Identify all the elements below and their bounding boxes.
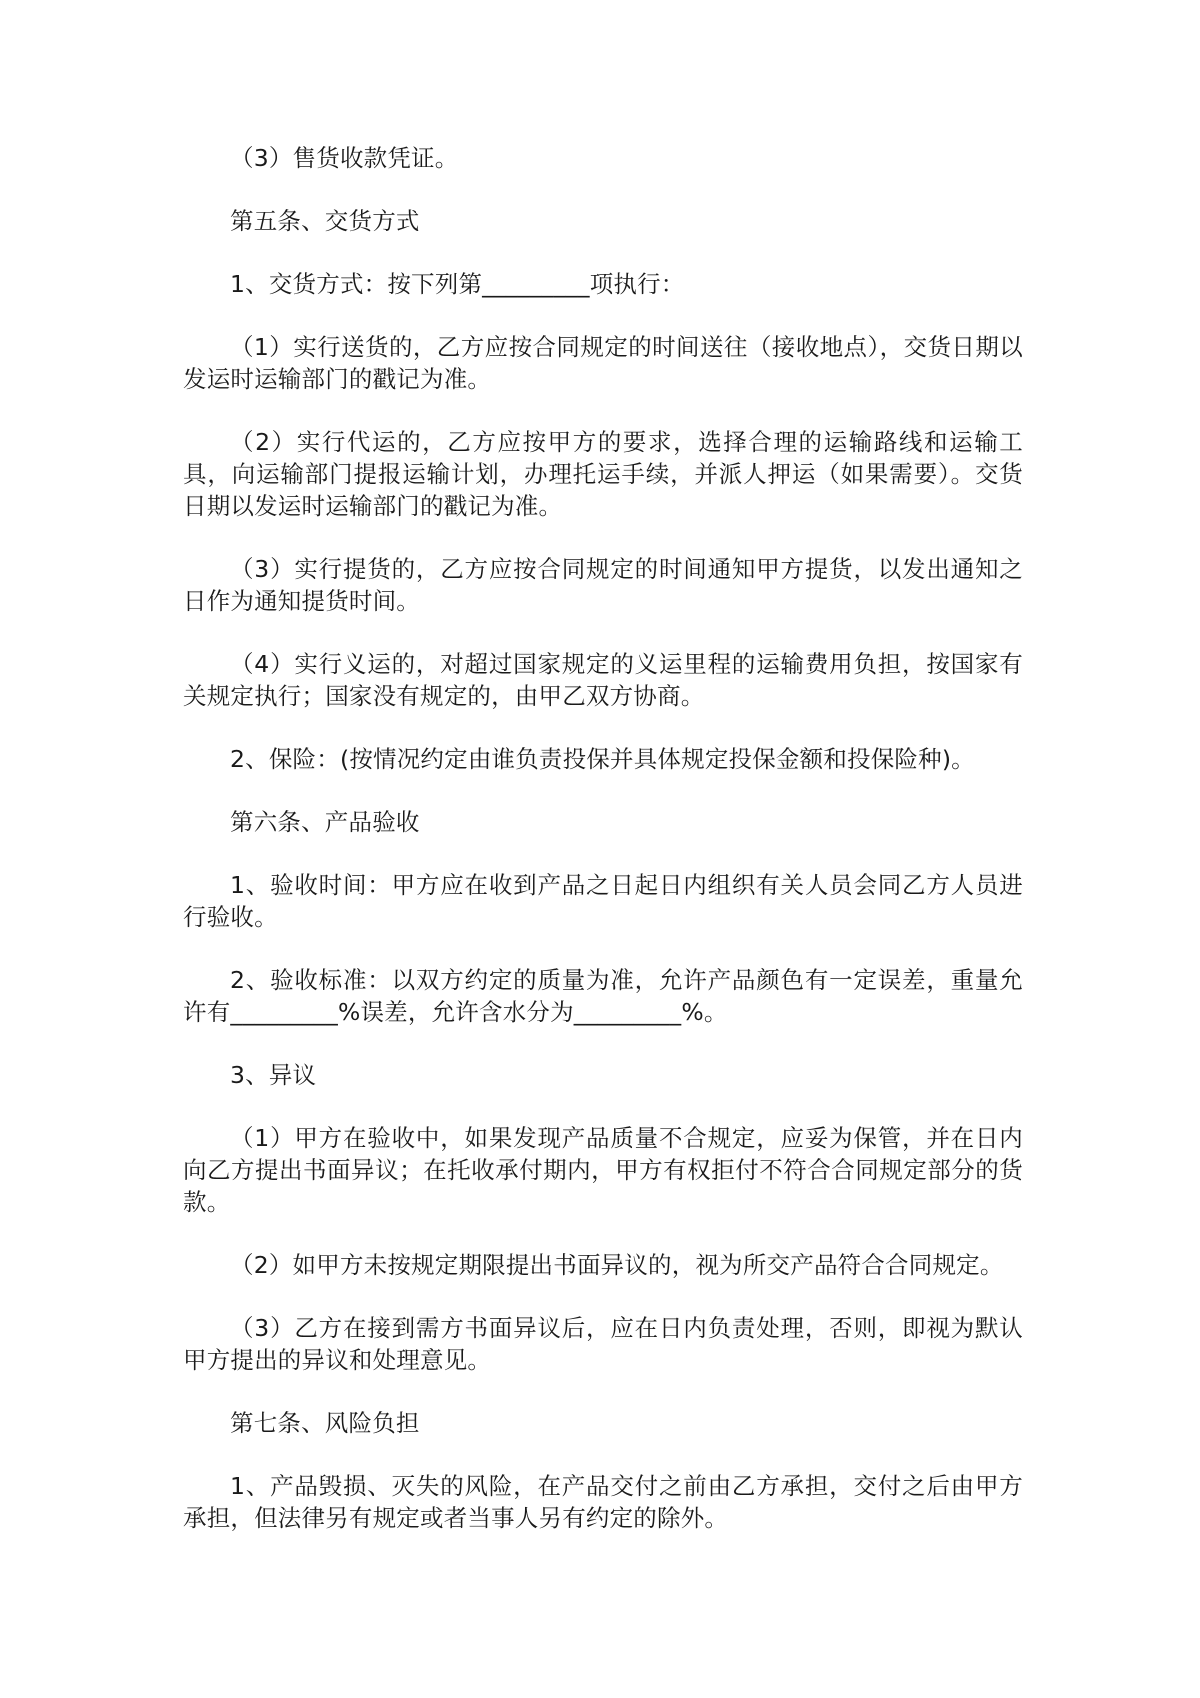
paragraph-receipt-voucher: （3）售货收款凭证。 [230,144,459,172]
paragraph-inspection-time: 1、验收时间：甲方应在收到产品之日起日内组织有关人员会同乙方人员进行验收。 [183,871,1023,931]
document-body [183,142,1023,1565]
paragraph-objection-3: （3）乙方在接到需方书面异议后，应在日内负责处理，否则，即视为默认甲方提出的异议和处理意见。 [183,1314,1023,1374]
heading-article-5: 第五条、交货方式 [230,207,420,235]
paragraph-delivery-option-3: （3）实行提货的，乙方应按合同规定的时间通知甲方提货，以发出通知之日作为通知提货时间。 [183,555,1023,615]
heading-article-7: 第七条、风险负担 [230,1409,420,1437]
paragraph-risk-burden: 1、产品毁损、灭失的风险，在产品交付之前由乙方承担，交付之后由甲方承担，但法律另有规定或者当事人另有约定的除外。 [183,1472,1023,1532]
paragraph-delivery-option-1: （1）实行送货的，乙方应按合同规定的时间送往（接收地点），交货日期以发运时运输部门的戳记为准。 [183,333,1023,393]
paragraph-delivery-option-2: （2）实行代运的，乙方应按甲方的要求，选择合理的运输路线和运输工具，向运输部门提报运输计划，办理托运手续，并派人押运（如果需要）。交货日期以发运时运输部门的戳记为准。 [183,428,1023,520]
paragraph-delivery-method: 1、交货方式：按下列第_________项执行： [230,270,685,298]
paragraph-insurance: 2、保险：(按情况约定由谁负责投保并具体规定投保金额和投保险种)。 [230,745,975,773]
paragraph-inspection-standard: 2、验收标准：以双方约定的质量为准，允许产品颜色有一定误差，重量允许有_________%误差，允许含水分为_________%。 [183,966,1023,1026]
paragraph-objection-1: （1）甲方在验收中，如果发现产品质量不合规定，应妥为保管，并在日内向乙方提出书面异议；在托收承付期内，甲方有权拒付不符合合同规定部分的货款。 [183,1124,1023,1216]
paragraph-objection-2: （2）如甲方未按规定期限提出书面异议的，视为所交产品符合合同规定。 [230,1251,1004,1279]
paragraph-delivery-option-4: （4）实行义运的，对超过国家规定的义运里程的运输费用负担，按国家有关规定执行；国家没有规定的，由甲乙双方协商。 [183,650,1023,710]
heading-article-6: 第六条、产品验收 [230,808,420,836]
paragraph-objection: 3、异议 [230,1061,317,1089]
